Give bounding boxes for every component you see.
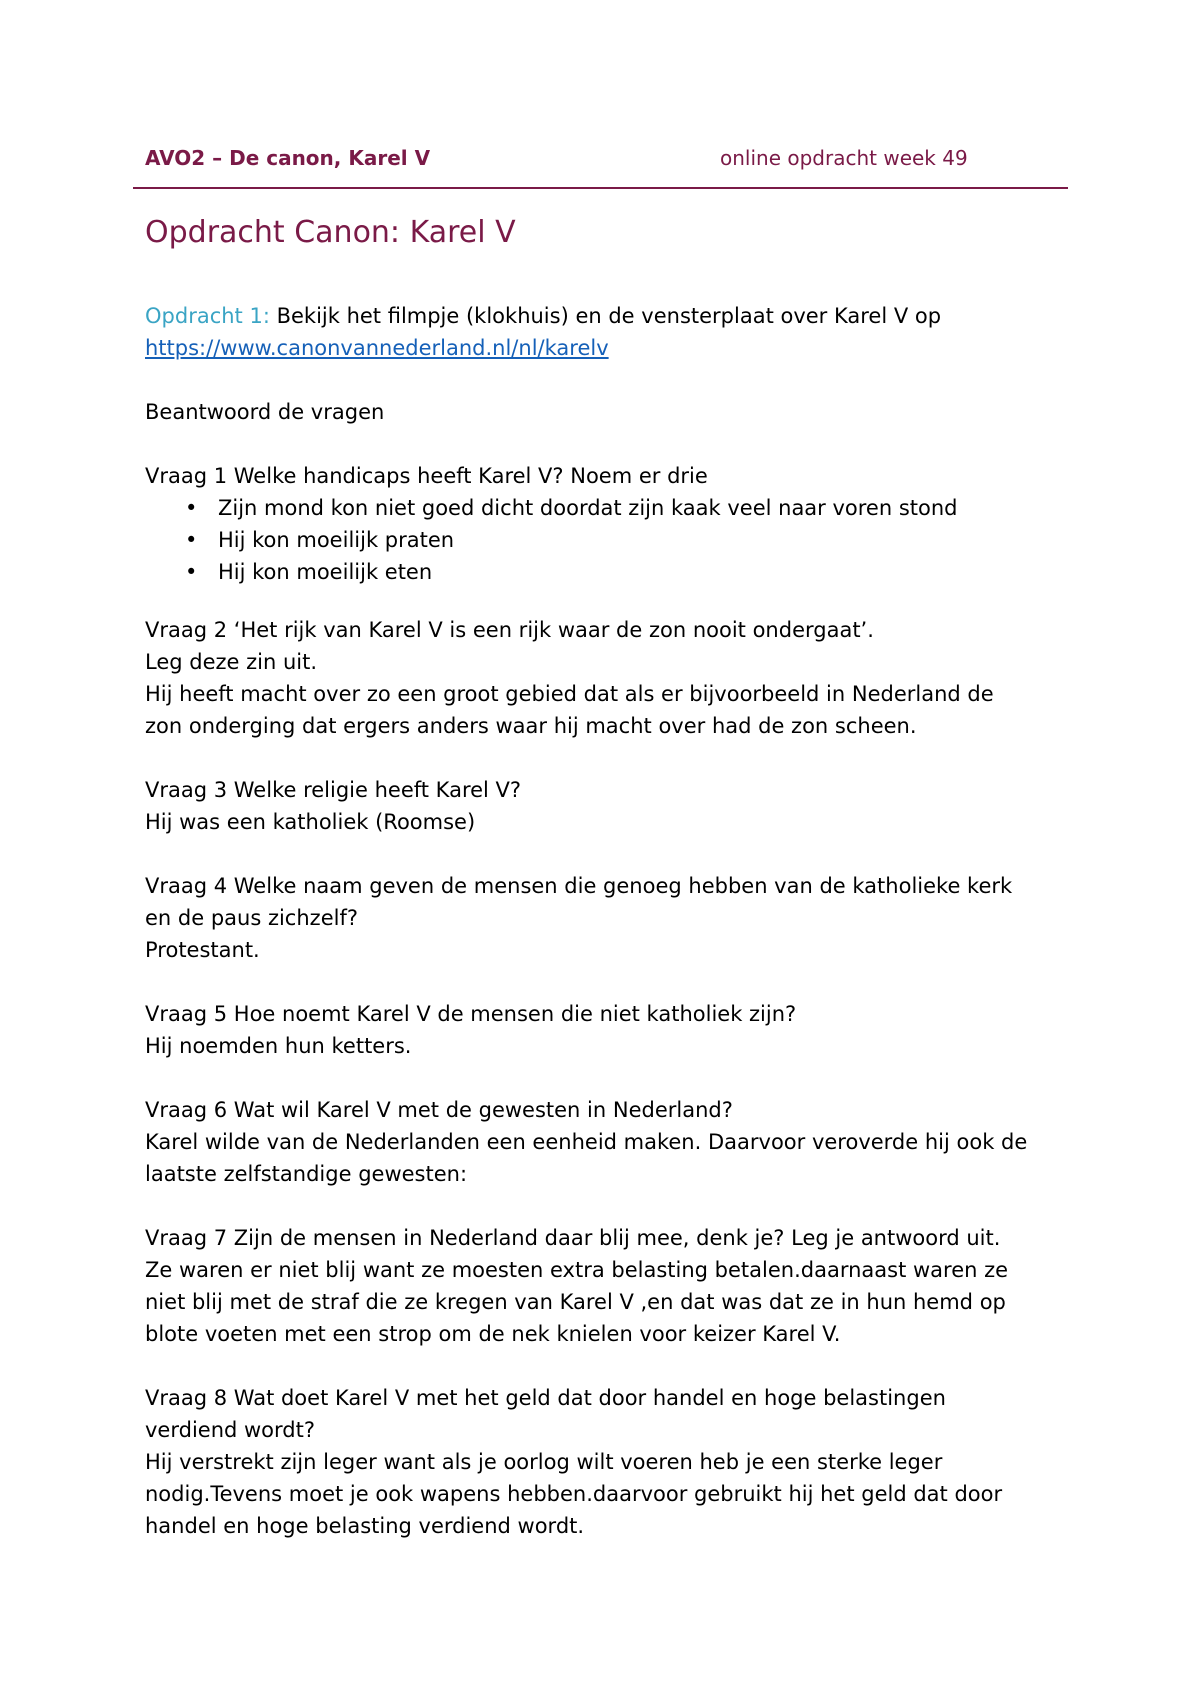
answer-line: Leg deze zin uit. bbox=[145, 650, 318, 674]
assignment-line bbox=[145, 300, 1075, 332]
bullet-icon: • bbox=[185, 560, 198, 584]
answer-line: blote voeten met een strop om de nek knielen voor keizer Karel V. bbox=[145, 1322, 841, 1346]
bullet-icon: • bbox=[185, 496, 198, 520]
assignment-text: Bekijk het filmpje (klokhuis) en de vensterplaat over Karel V op bbox=[269, 304, 942, 328]
canon-link[interactable]: https://www.canonvannederland.nl/nl/karelv bbox=[145, 336, 609, 360]
answer-line: Hij was een katholiek (Roomse) bbox=[145, 810, 476, 834]
answer-line: Hij noemden hun ketters. bbox=[145, 1034, 412, 1058]
question-2: Vraag 2 ‘Het rijk van Karel V is een rijk waar de zon nooit ondergaat’. bbox=[145, 618, 874, 642]
bullet-icon: • bbox=[185, 528, 198, 552]
answer-line: verdiend wordt? bbox=[145, 1418, 316, 1442]
list-item: • Hij kon moeilijk eten bbox=[145, 556, 1075, 588]
question-6: Vraag 6 Wat wil Karel V met de gewesten in Nederland? bbox=[145, 1098, 733, 1122]
header-course-title: AVO2 – De canon, Karel V bbox=[145, 146, 431, 170]
answer-line: niet blij met de straf die ze kregen van Karel V ,en dat was dat ze in hun hemd op bbox=[145, 1290, 1006, 1314]
document-body bbox=[145, 300, 1075, 1542]
question-3: Vraag 3 Welke religie heeft Karel V? bbox=[145, 778, 522, 802]
list-item: • Zijn mond kon niet goed dicht doordat zijn kaak veel naar voren stond bbox=[145, 492, 1075, 524]
answer-line: handel en hoge belasting verdiend wordt. bbox=[145, 1514, 585, 1538]
answer-line: Karel wilde van de Nederlanden een eenheid maken. Daarvoor veroverde hij ook de bbox=[145, 1130, 1028, 1154]
list-item: • Hij kon moeilijk praten bbox=[145, 524, 1075, 556]
header-divider bbox=[133, 187, 1068, 189]
header-assignment-week: online opdracht week 49 bbox=[720, 146, 968, 170]
answer-line: laatste zelfstandige gewesten: bbox=[145, 1162, 468, 1186]
question-5: Vraag 5 Hoe noemt Karel V de mensen die niet katholiek zijn? bbox=[145, 1002, 797, 1026]
answer-line: zon onderging dat ergers anders waar hij macht over had de zon scheen. bbox=[145, 714, 917, 738]
answer-line: en de paus zichzelf? bbox=[145, 906, 358, 930]
answer-line: Hij verstrekt zijn leger want als je oorlog wilt voeren heb je een sterke leger bbox=[145, 1450, 943, 1474]
answer-line: nodig.Tevens moet je ook wapens hebben.daarvoor gebruikt hij het geld dat door bbox=[145, 1482, 1003, 1506]
answer-list-1 bbox=[145, 492, 1075, 588]
answer-line: Hij heeft macht over zo een groot gebied dat als er bijvoorbeeld in Nederland de bbox=[145, 682, 994, 706]
assignment-label: Opdracht 1 bbox=[145, 304, 263, 328]
page-header bbox=[145, 146, 1065, 176]
answer-line: Protestant. bbox=[145, 938, 260, 962]
intro-text: Beantwoord de vragen bbox=[145, 400, 385, 424]
page-title: Opdracht Canon: Karel V bbox=[145, 215, 516, 250]
answer-line: Ze waren er niet blij want ze moesten extra belasting betalen.daarnaast waren ze bbox=[145, 1258, 1009, 1282]
question-7: Vraag 7 Zijn de mensen in Nederland daar blij mee, denk je? Leg je antwoord uit. bbox=[145, 1226, 1001, 1250]
question-8: Vraag 8 Wat doet Karel V met het geld dat door handel en hoge belastingen bbox=[145, 1386, 946, 1410]
question-1: Vraag 1 Welke handicaps heeft Karel V? Noem er drie bbox=[145, 464, 708, 488]
question-4: Vraag 4 Welke naam geven de mensen die genoeg hebben van de katholieke kerk bbox=[145, 874, 1013, 898]
assignment-colon: : bbox=[262, 304, 270, 328]
